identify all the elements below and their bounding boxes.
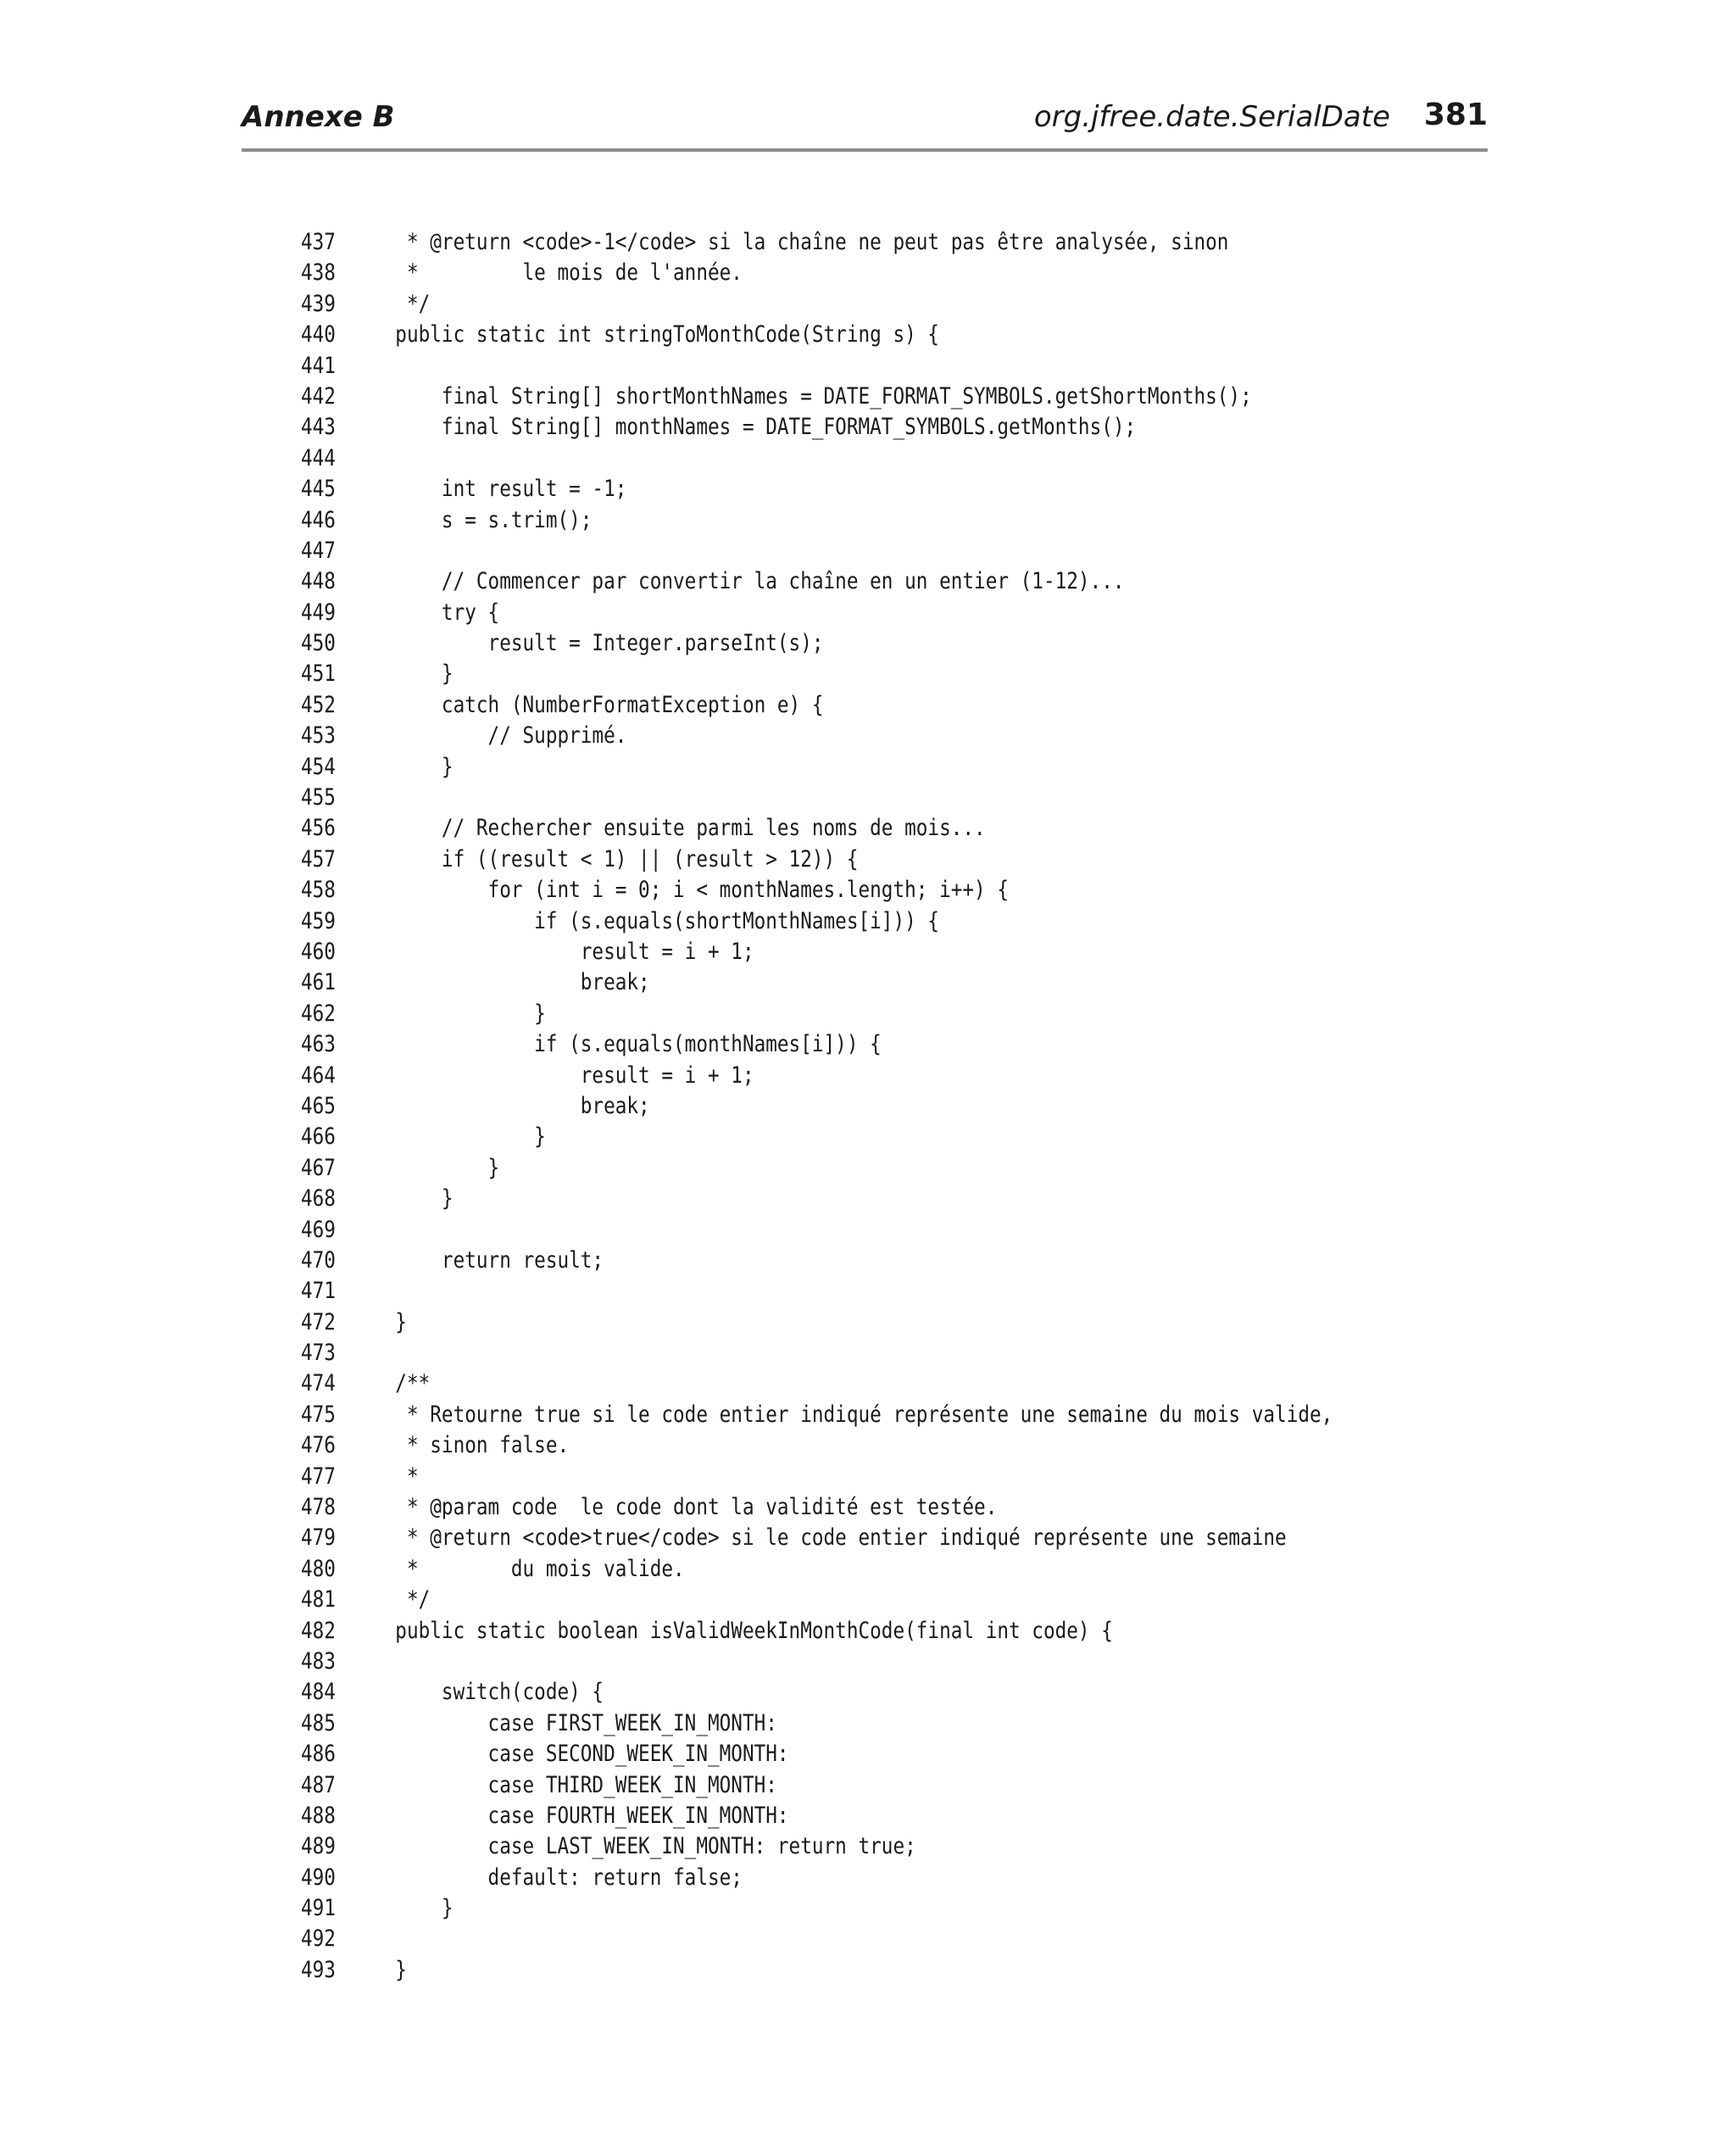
line-number: 465 <box>301 1092 336 1119</box>
code-text: if (s.equals(shortMonthNames[i])) { <box>372 907 940 934</box>
code-line <box>301 1368 1298 1399</box>
code-text: try { <box>372 599 500 626</box>
code-text <box>372 1924 1298 1954</box>
line-number: 492 <box>301 1925 336 1953</box>
code-line <box>301 1801 1298 1831</box>
line-number: 453 <box>301 722 336 750</box>
line-number: 472 <box>301 1308 336 1335</box>
line-number: 445 <box>301 476 336 503</box>
code-text: break; <box>372 1092 650 1119</box>
code-text: } <box>372 1154 500 1181</box>
line-number: 454 <box>301 753 336 780</box>
code-text: * @param code le code dont la validité est testée. <box>372 1494 998 1521</box>
code-text: final String[] shortMonthNames = DATE_FORMAT_SYMBOLS.getShortMonths(); <box>372 382 1252 410</box>
code-text: * @return <code>true</code> si le code entier indiqué représente une semaine <box>372 1524 1287 1552</box>
code-text: * Retourne true si le code entier indiqué représente une semaine du mois valide, <box>372 1401 1333 1428</box>
code-line <box>301 1430 1298 1461</box>
line-number: 466 <box>301 1123 336 1151</box>
line-number: 461 <box>301 969 336 996</box>
line-number: 451 <box>301 660 336 688</box>
code-line <box>301 906 1298 937</box>
code-text: */ <box>372 290 431 317</box>
code-line <box>301 1708 1298 1739</box>
code-text: // Rechercher ensuite parmi les noms de mois... <box>372 815 986 842</box>
code-line <box>301 1523 1298 1553</box>
line-number: 476 <box>301 1432 336 1459</box>
code-line <box>301 227 1298 258</box>
code-line <box>301 783 1298 813</box>
code-text: case FIRST_WEEK_IN_MONTH: <box>372 1709 777 1736</box>
code-text: public static int stringToMonthCode(String s) { <box>372 321 940 348</box>
code-line <box>301 1184 1298 1214</box>
code-line <box>301 505 1298 536</box>
code-line <box>301 659 1298 689</box>
code-line <box>301 1677 1298 1708</box>
code-line <box>301 1276 1298 1307</box>
code-text: int result = -1; <box>372 476 627 503</box>
line-number: 463 <box>301 1031 336 1058</box>
code-line <box>301 598 1298 628</box>
code-line <box>301 690 1298 721</box>
code-text <box>372 1647 1298 1677</box>
code-text: result = i + 1; <box>372 1062 754 1089</box>
code-line <box>301 1462 1298 1492</box>
line-number: 478 <box>301 1494 336 1521</box>
code-text <box>372 536 1298 566</box>
code-line <box>301 289 1298 320</box>
code-line <box>301 628 1298 659</box>
line-number: 459 <box>301 907 336 934</box>
code-line <box>301 382 1298 412</box>
code-line <box>301 1307 1298 1338</box>
code-line <box>301 1122 1298 1152</box>
code-text: * <box>372 1463 419 1490</box>
line-number: 475 <box>301 1401 336 1428</box>
code-line <box>301 1029 1298 1060</box>
code-line <box>301 967 1298 998</box>
code-text: /** <box>372 1370 431 1397</box>
code-line <box>301 937 1298 967</box>
code-line <box>301 1492 1298 1523</box>
page-number: 381 <box>1423 98 1488 132</box>
page-header <box>242 95 1488 146</box>
code-text: if (s.equals(monthNames[i])) { <box>372 1031 882 1058</box>
code-text: result = Integer.parseInt(s); <box>372 630 824 657</box>
line-number: 457 <box>301 845 336 872</box>
code-text <box>372 1215 1298 1246</box>
code-line <box>301 1893 1298 1924</box>
code-text: // Commencer par convertir la chaîne en un entier (1-12)... <box>372 568 1125 595</box>
code-line <box>301 1770 1298 1801</box>
code-listing <box>301 227 1333 1986</box>
line-number: 487 <box>301 1771 336 1798</box>
line-number: 441 <box>301 352 336 379</box>
code-text: } <box>372 1895 453 1922</box>
line-number: 443 <box>301 414 336 441</box>
code-text: break; <box>372 969 650 996</box>
code-line <box>301 1554 1298 1585</box>
code-text: } <box>372 1308 407 1335</box>
code-line <box>301 813 1298 844</box>
line-number: 471 <box>301 1278 336 1305</box>
line-number: 480 <box>301 1555 336 1582</box>
code-line <box>301 1831 1298 1862</box>
code-text: case SECOND_WEEK_IN_MONTH: <box>372 1741 789 1768</box>
code-text <box>372 1276 1298 1307</box>
code-line <box>301 1647 1298 1677</box>
line-number: 444 <box>301 444 336 471</box>
code-line <box>301 1400 1333 1430</box>
code-line <box>301 1091 1298 1122</box>
line-number: 449 <box>301 599 336 626</box>
line-number: 481 <box>301 1586 336 1613</box>
code-line <box>301 1061 1298 1091</box>
line-number: 489 <box>301 1833 336 1860</box>
code-text: } <box>372 753 453 780</box>
line-number: 484 <box>301 1679 336 1706</box>
line-number: 490 <box>301 1864 336 1891</box>
line-number: 473 <box>301 1340 336 1367</box>
code-text: s = s.trim(); <box>372 506 593 533</box>
code-line <box>301 1246 1298 1276</box>
code-line <box>301 1585 1298 1615</box>
code-line <box>301 1338 1298 1368</box>
code-line <box>301 474 1298 504</box>
code-text <box>372 351 1298 382</box>
code-line <box>301 1863 1298 1893</box>
code-text: } <box>372 660 453 688</box>
line-number: 467 <box>301 1154 336 1181</box>
line-number: 483 <box>301 1647 336 1675</box>
code-line <box>301 1153 1298 1184</box>
code-text: * sinon false. <box>372 1432 570 1459</box>
line-number: 447 <box>301 537 336 564</box>
code-line <box>301 258 1298 288</box>
line-number: 477 <box>301 1463 336 1490</box>
line-number: 452 <box>301 691 336 718</box>
code-text: result = i + 1; <box>372 938 754 965</box>
running-title: org.jfree.date.SerialDate <box>1033 100 1390 134</box>
code-text: switch(code) { <box>372 1679 604 1706</box>
code-text: } <box>372 1956 407 1983</box>
line-number: 493 <box>301 1956 336 1983</box>
code-text: * le mois de l'année. <box>372 259 743 287</box>
code-line <box>301 875 1298 906</box>
code-text <box>372 1338 1298 1368</box>
code-text: return result; <box>372 1246 604 1273</box>
code-text: } <box>372 1123 546 1151</box>
line-number: 464 <box>301 1062 336 1089</box>
code-line <box>301 721 1298 751</box>
line-number: 488 <box>301 1802 336 1829</box>
code-text: case FOURTH_WEEK_IN_MONTH: <box>372 1802 789 1829</box>
line-number: 438 <box>301 259 336 287</box>
code-line <box>301 443 1298 474</box>
code-text: // Supprimé. <box>372 722 627 750</box>
code-text: catch (NumberFormatException e) { <box>372 691 824 718</box>
code-line <box>301 752 1298 783</box>
line-number: 458 <box>301 877 336 904</box>
code-line <box>301 412 1298 443</box>
line-number: 469 <box>301 1216 336 1243</box>
code-text: case LAST_WEEK_IN_MONTH: return true; <box>372 1833 916 1860</box>
code-line <box>301 566 1298 597</box>
line-number: 456 <box>301 815 336 842</box>
code-text: for (int i = 0; i < monthNames.length; i++) { <box>372 877 1009 904</box>
code-line <box>301 999 1298 1029</box>
header-divider <box>242 148 1488 152</box>
code-line <box>301 1924 1298 1954</box>
code-line <box>301 844 1298 875</box>
line-number: 486 <box>301 1741 336 1768</box>
line-number: 455 <box>301 784 336 811</box>
line-number: 439 <box>301 290 336 317</box>
line-number: 446 <box>301 506 336 533</box>
code-text: case THIRD_WEEK_IN_MONTH: <box>372 1771 777 1798</box>
code-text: * @return <code>-1</code> si la chaîne ne peut pas être analysée, sinon <box>372 229 1229 255</box>
line-number: 460 <box>301 938 336 965</box>
code-text <box>372 443 1298 474</box>
line-number: 450 <box>301 630 336 657</box>
code-line <box>301 351 1298 382</box>
code-text: default: return false; <box>372 1864 743 1891</box>
line-number: 437 <box>301 229 336 255</box>
line-number: 491 <box>301 1895 336 1922</box>
line-number: 470 <box>301 1246 336 1273</box>
code-text: final String[] monthNames = DATE_FORMAT_SYMBOLS.getMonths(); <box>372 414 1137 441</box>
line-number: 468 <box>301 1185 336 1212</box>
code-text: } <box>372 1000 546 1027</box>
line-number: 462 <box>301 1000 336 1027</box>
code-line <box>301 320 1298 350</box>
line-number: 485 <box>301 1709 336 1736</box>
line-number: 482 <box>301 1617 336 1644</box>
code-line <box>301 1739 1298 1769</box>
code-text <box>372 783 1298 813</box>
code-text: } <box>372 1185 453 1212</box>
code-line <box>301 536 1298 566</box>
code-line <box>301 1215 1298 1246</box>
line-number: 448 <box>301 568 336 595</box>
code-text: if ((result < 1) || (result > 12)) { <box>372 845 859 872</box>
code-text: */ <box>372 1586 431 1613</box>
line-number: 479 <box>301 1524 336 1552</box>
code-line <box>301 1955 1298 1986</box>
code-line <box>301 1616 1298 1647</box>
line-number: 440 <box>301 321 336 348</box>
code-text: public static boolean isValidWeekInMonthCode(final int code) { <box>372 1617 1113 1644</box>
line-number: 474 <box>301 1370 336 1397</box>
code-text: * du mois valide. <box>372 1555 685 1582</box>
line-number: 442 <box>301 382 336 410</box>
chapter-title: Annexe B <box>242 100 395 134</box>
